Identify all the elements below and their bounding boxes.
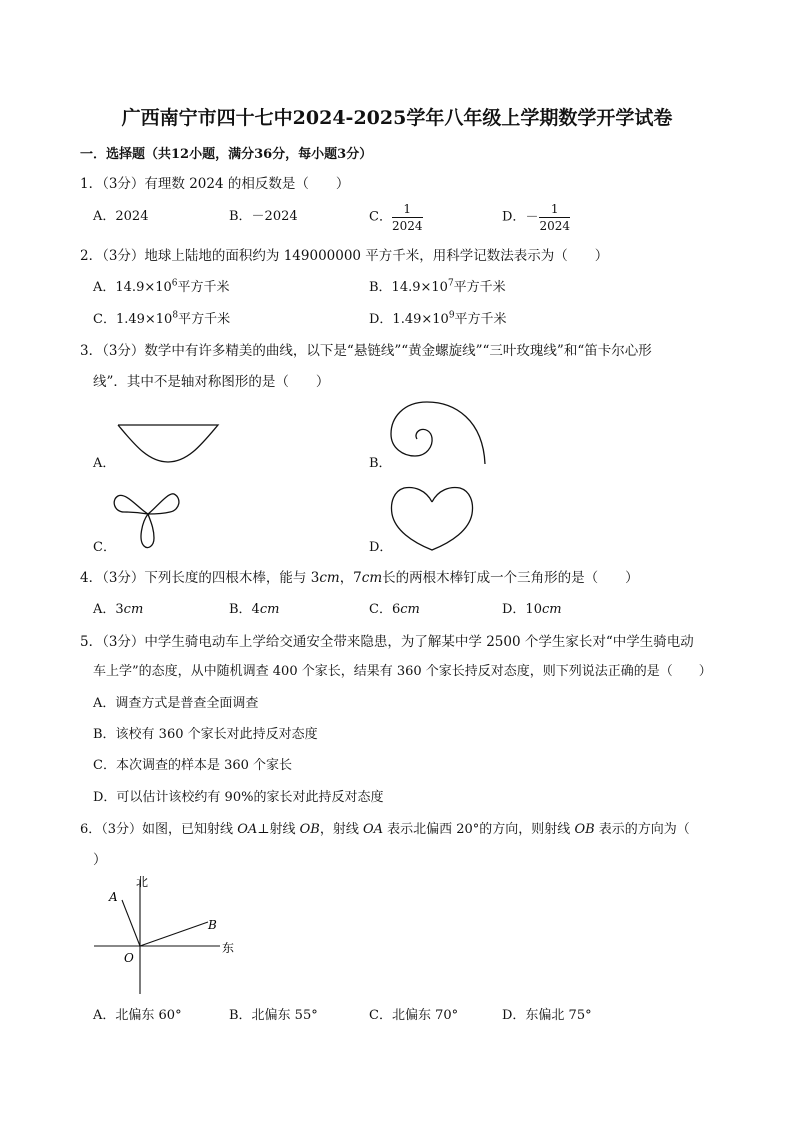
q4-option-a-value: A．3 — [93, 602, 124, 617]
question-6-stem-line1 — [80, 821, 690, 839]
q2-option-b-unit: 平方千米 — [453, 280, 506, 295]
q4-stem-part2: ，7 — [339, 570, 362, 586]
q4-option-c-value: C．6 — [369, 602, 401, 617]
q1-option-c-denominator: 2024 — [391, 219, 423, 233]
q6-option-a: A．北偏东 60° — [93, 1008, 182, 1023]
q3-option-b: B． — [369, 456, 392, 471]
question-5-stem-line2: 车上学”的态度，从中随机调查 400 个家长，结果有 360 个家长持反对态度，则下列说法正确的是（ ） — [93, 664, 712, 679]
q2-option-c-base: C．1.49×10 — [93, 312, 173, 327]
q2-option-a-exponent: 6 — [171, 278, 178, 289]
q4-option-c-unit: cm — [400, 602, 420, 617]
q4-stem-part3: 长的两根木棒钉成一个三角形的是（ ） — [382, 570, 639, 586]
q5-option-d: D．可以估计该校约有 90%的家长对此持反对态度 — [93, 790, 384, 805]
exam-title: 广西南宁市四十七中2024-2025学年八年级上学期数学开学试卷 — [121, 107, 673, 129]
q1-option-c — [369, 202, 423, 233]
q2-option-a-unit: 平方千米 — [177, 280, 230, 295]
label-b: B — [208, 918, 217, 932]
q6-stem-ray-oa-2: OA — [362, 822, 383, 837]
question-6-stem-line2: ） — [93, 852, 107, 868]
q4-option-d — [502, 601, 562, 619]
cardioid-curve — [392, 488, 473, 550]
q3-option-a: A． — [93, 456, 116, 471]
q4-option-b-unit: cm — [259, 602, 280, 617]
q1-option-c-numerator: 1 — [392, 202, 423, 218]
q4-option-d-unit: cm — [541, 602, 562, 617]
q6-stem-ray-ob: OB — [299, 822, 320, 837]
q6-option-c: C．北偏东 70° — [369, 1008, 459, 1023]
q2-option-b-exponent: 7 — [447, 278, 454, 289]
q3-option-c: C． — [93, 540, 116, 555]
q4-option-b — [229, 601, 279, 619]
q2-option-b-base: B．14.9×10 — [369, 280, 448, 295]
q1-option-d-denominator: 2024 — [539, 219, 570, 233]
q2-option-d-unit: 平方千米 — [454, 312, 507, 327]
golden-spiral-curve — [391, 402, 485, 464]
q6-option-d: D．东偏北 75° — [502, 1008, 592, 1023]
q4-stem-unit1: cm — [319, 570, 340, 586]
question-2-stem: 2．（3分）地球上陆地的面积约为 149000000 平方千米，用科学记数法表示为（ ） — [80, 248, 609, 264]
question-5-stem-line1: 5．（3分）中学生骑电动车上学给交通安全带来隐患，为了解某中学 2500 个学生家长对“中学生骑电动 — [80, 634, 694, 650]
q1-option-d — [502, 202, 570, 233]
ray-ob — [140, 922, 208, 946]
q4-option-a — [93, 601, 143, 619]
q5-option-a: A．调查方式是普查全面调查 — [93, 696, 259, 711]
three-leaf-rose-figure — [112, 484, 182, 548]
ray-oa — [122, 900, 140, 946]
q1-option-c-label: C． — [369, 209, 392, 225]
q4-option-c — [369, 601, 420, 619]
q6-stem-part2: ⊥射线 — [257, 822, 300, 837]
q2-option-c-unit: 平方千米 — [178, 312, 231, 327]
q5-option-b: B．该校有 360 个家长对此持反对态度 — [93, 727, 318, 742]
q1-option-a: A．2024 — [93, 209, 149, 224]
label-a: A — [109, 890, 118, 904]
golden-spiral-figure — [385, 398, 495, 470]
question-4-stem — [80, 569, 639, 587]
q4-option-d-value: D．10 — [502, 602, 542, 617]
q3-option-d: D． — [369, 540, 393, 555]
q2-option-d — [369, 311, 507, 329]
q2-option-a-base: A．14.9×10 — [93, 280, 172, 295]
rose-leaf-left — [114, 495, 148, 514]
q4-stem-unit2: cm — [361, 570, 383, 586]
label-north: 北 — [136, 875, 149, 889]
q1-option-d-fraction — [539, 202, 570, 233]
q2-option-c — [93, 311, 230, 329]
section-heading: 一．选择题（共12小题，满分36分，每小题3分） — [80, 147, 373, 162]
q6-stem-part1: 6．（3分）如图，已知射线 — [80, 822, 238, 837]
q2-option-d-base: D．1.49×10 — [369, 312, 449, 327]
question-3-stem-line1: 3．（3分）数学中有许多精美的曲线，以下是“悬链线”“黄金螺旋线”“三叶玫瑰线”和“笛卡尔心形 — [80, 343, 652, 359]
cardioid-heart-figure — [390, 484, 474, 554]
q2-option-d-exponent: 9 — [448, 310, 455, 321]
q1-option-b: B．－2024 — [229, 209, 298, 224]
q6-stem-part4: 表示北偏西 20°的方向，则射线 — [383, 822, 575, 837]
catenary-curve — [118, 425, 218, 462]
q1-option-d-sign: － — [525, 209, 539, 225]
catenary-curve-figure — [112, 420, 224, 468]
q4-stem-part1: 4．（3分）下列长度的四根木棒，能与 3 — [80, 570, 320, 586]
label-east: 东 — [222, 941, 235, 955]
rose-leaf-bottom — [141, 514, 154, 548]
q6-stem-ray-ob-2: OB — [574, 822, 595, 837]
question-1-stem: 1．（3分）有理数 2024 的相反数是（ ） — [80, 176, 350, 192]
compass-direction-figure — [90, 870, 250, 998]
q6-stem-ray-oa: OA — [237, 822, 258, 837]
q6-stem-part5: 表示的方向为（ — [594, 822, 690, 837]
rose-leaf-right — [148, 494, 179, 514]
q6-option-b: B．北偏东 55° — [229, 1008, 318, 1023]
q1-option-d-numerator: 1 — [539, 202, 570, 218]
label-o: O — [124, 951, 134, 965]
q4-option-a-unit: cm — [123, 602, 144, 617]
q1-option-c-fraction — [392, 202, 423, 233]
question-3-stem-line2: 线”．其中不是轴对称图形的是（ ） — [93, 374, 330, 390]
q6-stem-part3: ，射线 — [319, 822, 363, 837]
q2-option-a — [93, 279, 230, 297]
q2-option-c-exponent: 8 — [172, 310, 179, 321]
q5-option-c: C．本次调查的样本是 360 个家长 — [93, 758, 293, 773]
q4-option-b-value: B．4 — [229, 602, 260, 617]
q1-option-d-label: D． — [502, 209, 526, 225]
q2-option-b — [369, 279, 506, 297]
